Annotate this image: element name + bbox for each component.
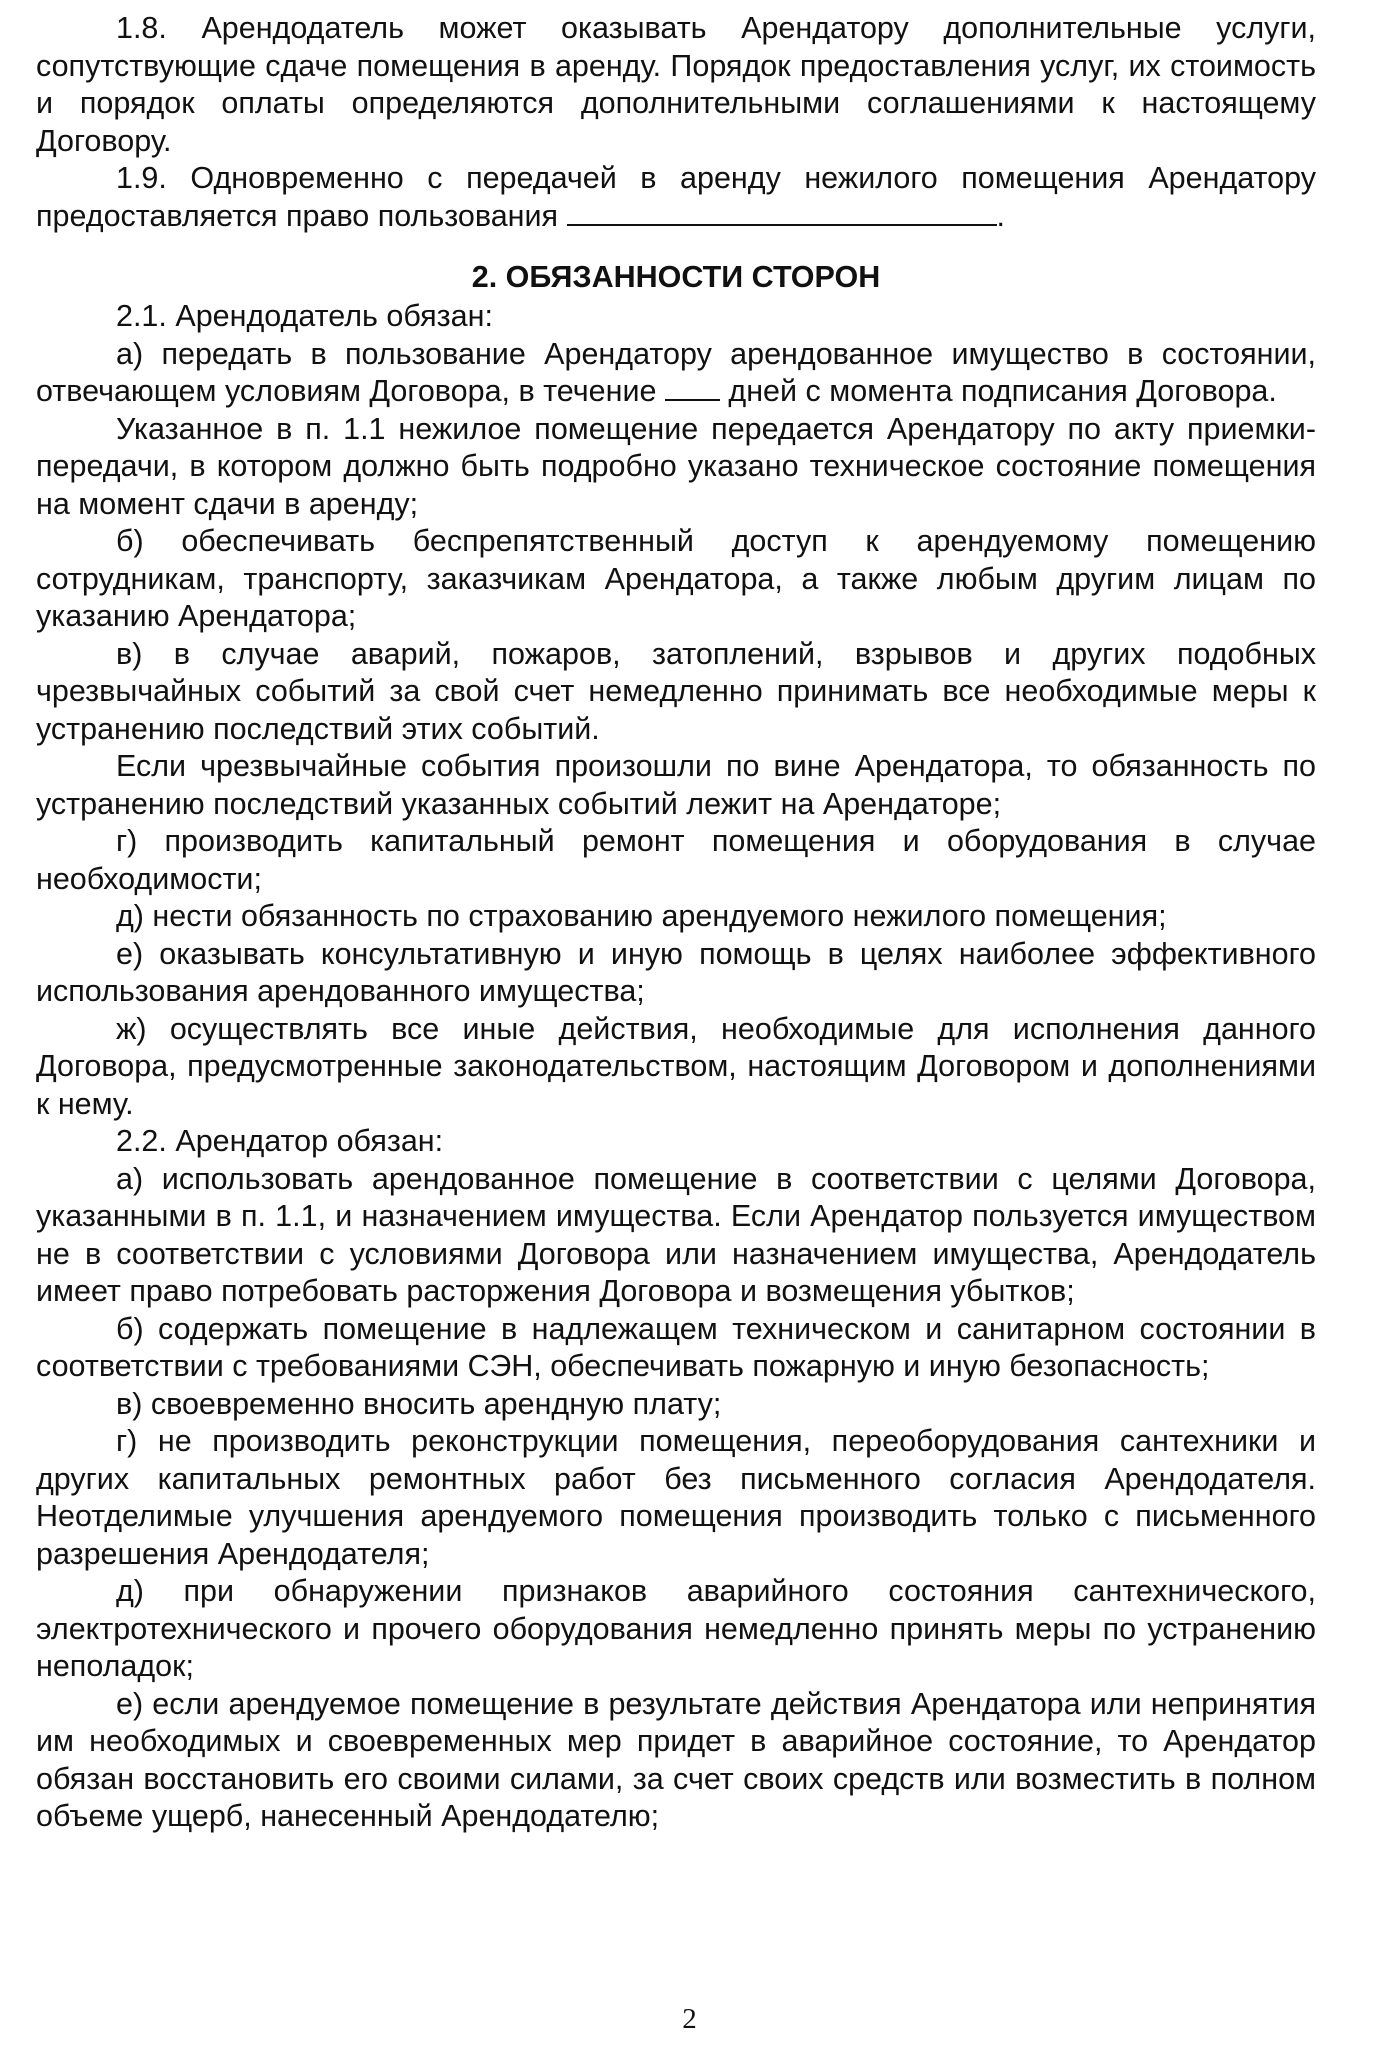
- clause-2-1-e: е) оказывать консультативную и иную помощь в целях наиболее эффективного использования арендованного имущества;: [36, 936, 1316, 1008]
- clause-2-2-d: д) при обнаружении признаков аварийного состояния сантехнического, электротехнического и прочего оборудования немедленно принять меры по устранению неполадок;: [36, 1574, 1316, 1683]
- clause-1-8: 1.8. Арендодатель может оказывать Арендатору дополнительные услуги, сопутствующие сдаче помещения в аренду. Порядок предоставления услуг, их стоимость и порядок оплаты определяются дополнительными соглашениями к настоящему Договору.: [36, 11, 1316, 158]
- clause-2-1-g: г) производить капитальный ремонт помещения и оборудования в случае необходимости;: [36, 824, 1316, 896]
- clause-2-1-v-note: Если чрезвычайные события произошли по вине Арендатора, то обязанность по устранению последствий указанных событий лежит на Арендаторе;: [36, 749, 1316, 821]
- clause-2-1-a-end: дней с момента подписания Договора.: [728, 374, 1277, 408]
- clause-2-1-d: д) нести обязанность по страхованию арендуемого нежилого помещения;: [116, 899, 1167, 933]
- clause-2-2: 2.2. Арендатор обязан:: [116, 1124, 444, 1158]
- clause-2-1-v: в) в случае аварий, пожаров, затоплений, взрывов и других подобных чрезвычайных событий за свой счет немедленно принимать все необходимые меры к устранению последствий этих событий.: [36, 636, 1316, 746]
- page-number: 2: [682, 2003, 697, 2035]
- fill-in-blank-usage: [567, 198, 997, 226]
- clause-1-9: [36, 160, 1316, 235]
- clause-2-1-act: Указанное в п. 1.1 нежилое помещение передается Арендатору по акту приемки-передачи, в котором должно быть подробно указано техническое состояние помещения на момент сдачи в аренду;: [36, 411, 1316, 521]
- clause-2-1: 2.1. Арендодатель обязан:: [116, 299, 493, 333]
- document-body: [36, 10, 1316, 1836]
- clause-2-1-a: [36, 336, 1316, 411]
- clause-2-1-zh: ж) осуществлять все иные действия, необходимые для исполнения данного Договора, предусмотренные законодательством, настоящим Договором и дополнениями к нему.: [36, 1011, 1316, 1121]
- clause-2-2-a: а) использовать арендованное помещение в соответствии с целями Договора, указанными в п. 1.1, и назначением имущества. Если Арендатор пользуется имуществом не в соответствии с условиями Договора или назначением имущества, Арендодатель имеет право потребовать расторжения Договора и возмещения убытков;: [36, 1161, 1316, 1308]
- fill-in-blank-days: [665, 373, 720, 401]
- clause-2-2-v: в) своевременно вносить арендную плату;: [116, 1386, 722, 1421]
- clause-2-2-b: б) содержать помещение в надлежащем техническом и санитарном состоянии в соответствии с требованиями СЭН, обеспечивать пожарную и иную безопасность;: [36, 1311, 1316, 1383]
- clause-2-2-e: е) если арендуемое помещение в результате действия Арендатора или непринятия им необходимых и своевременных мер придет в аварийное состояние, то Арендатор обязан восстановить его своими силами, за счет своих средств или возместить в полном объеме ущерб, нанесенный Арендодателю;: [36, 1686, 1316, 1833]
- clause-1-9-text: 1.9. Одновременно с передачей в аренду нежилого помещения Арендатору предоставляется право пользования: [36, 161, 1316, 233]
- clause-1-9-end: .: [996, 198, 1006, 233]
- clause-2-1-a-text: а) передать в пользование Арендатору арендованное имущество в состоянии, отвечающем условиям Договора, в течение: [36, 336, 1316, 408]
- clause-2-1-b: б) обеспечивать беспрепятственный доступ к арендуемому помещению сотрудникам, транспорту, заказчикам Арендатора, а также любым другим лицам по указанию Арендатора;: [36, 524, 1316, 633]
- clause-2-2-g: г) не производить реконструкции помещения, переоборудования сантехники и других капитальных ремонтных работ без письменного согласия Арендодателя. Неотделимые улучшения арендуемого помещения производить только с письменного разрешения Арендодателя;: [36, 1424, 1316, 1571]
- section-2-title: 2. ОБЯЗАННОСТИ СТОРОН: [471, 260, 881, 294]
